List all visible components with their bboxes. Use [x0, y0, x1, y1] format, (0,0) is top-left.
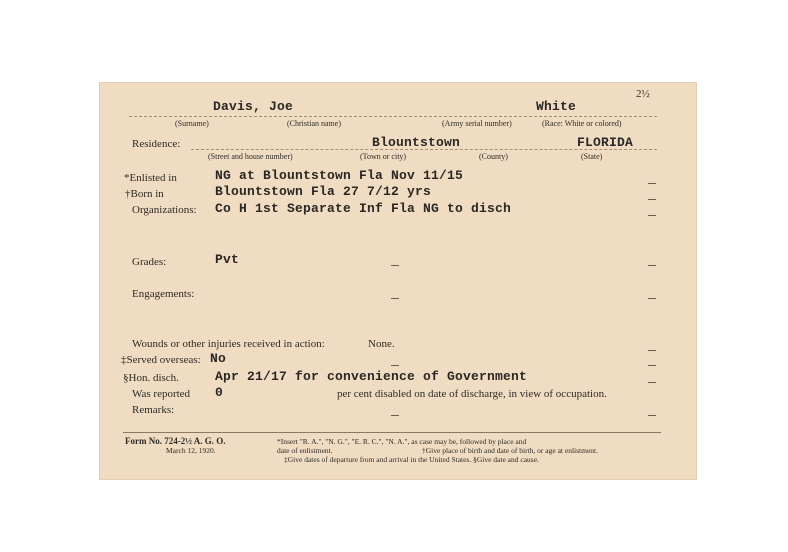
enlisted-label: *Enlisted in: [124, 172, 177, 184]
grades-value: Pvt: [215, 252, 240, 267]
percent-disabled-text: per cent disabled on date of discharge, in view of occupation.: [337, 388, 607, 400]
residence-state-value: FLORIDA: [577, 135, 634, 150]
organizations-value: Co H 1st Separate Inf Fla NG to disch: [215, 201, 512, 216]
was-reported-label: Was reported: [132, 388, 191, 400]
race-value: White: [536, 99, 577, 114]
was-reported-value: 0: [215, 385, 224, 400]
grades-label: Grades:: [132, 256, 167, 268]
race-caption: (Race: White or colored): [542, 119, 622, 128]
grades-dash-right: [648, 265, 656, 266]
residence-line: [191, 149, 657, 150]
born-dash: [648, 199, 656, 200]
footer-rule: [123, 432, 661, 433]
footer-note-3: ‡Give dates of departure from and arrival in the United States. §Give date and cause.: [284, 455, 539, 464]
county-caption: (County): [479, 152, 508, 161]
name-line: [129, 116, 657, 117]
form-date: March 12, 1920.: [166, 446, 216, 455]
hon-disch-value: Apr 21/17 for convenience of Government: [215, 369, 528, 384]
served-overseas-label: ‡Served overseas:: [121, 354, 201, 366]
remarks-label: Remarks:: [132, 404, 175, 416]
hon-disch-dash: [648, 382, 656, 383]
residence-label: Residence:: [132, 138, 181, 150]
wounds-dash: [648, 350, 656, 351]
service-card: [99, 82, 697, 480]
corner-number: 2½: [636, 88, 650, 100]
engagements-dash-right: [648, 298, 656, 299]
hon-disch-label: §Hon. disch.: [123, 372, 179, 384]
street-caption: (Street and house number): [208, 152, 293, 161]
residence-town-value: Blountstown: [372, 135, 461, 150]
wounds-value: None.: [368, 338, 395, 350]
born-value: Blountstown Fla 27 7/12 yrs: [215, 184, 432, 199]
served-overseas-value: No: [210, 351, 227, 366]
surname-caption: (Surname): [175, 119, 209, 128]
organizations-dash: [648, 215, 656, 216]
footer-note-2b: †Give place of birth and date of birth, or age at enlistment.: [422, 446, 598, 455]
served-dash-mid: [391, 365, 399, 366]
engagements-label: Engagements:: [132, 288, 195, 300]
footer-note-1: *Insert "R. A.", "N. G.", "E. R. C.", "N. A.", as case may be, followed by place and: [277, 437, 527, 446]
footer-note-2a: date of enlistment.: [277, 446, 333, 455]
enlisted-dash: [648, 183, 656, 184]
engagements-dash-mid: [391, 298, 399, 299]
army-serial-caption: (Army serial number): [442, 119, 512, 128]
christian-name-caption: (Christian name): [287, 119, 341, 128]
organizations-label: Organizations:: [132, 204, 197, 216]
enlisted-value: NG at Blountstown Fla Nov 11/15: [215, 168, 464, 183]
surname-name-value: Davis, Joe: [213, 99, 294, 114]
remarks-dash-right: [648, 415, 656, 416]
state-caption: (State): [581, 152, 603, 161]
form-number: Form No. 724-2½ A. G. O.: [125, 436, 226, 446]
remarks-dash-mid: [391, 415, 399, 416]
born-label: †Born in: [125, 188, 164, 200]
wounds-label: Wounds or other injuries received in action:: [132, 338, 325, 350]
town-caption: (Town or city): [360, 152, 407, 161]
grades-dash-mid: [391, 265, 399, 266]
served-dash-right: [648, 365, 656, 366]
